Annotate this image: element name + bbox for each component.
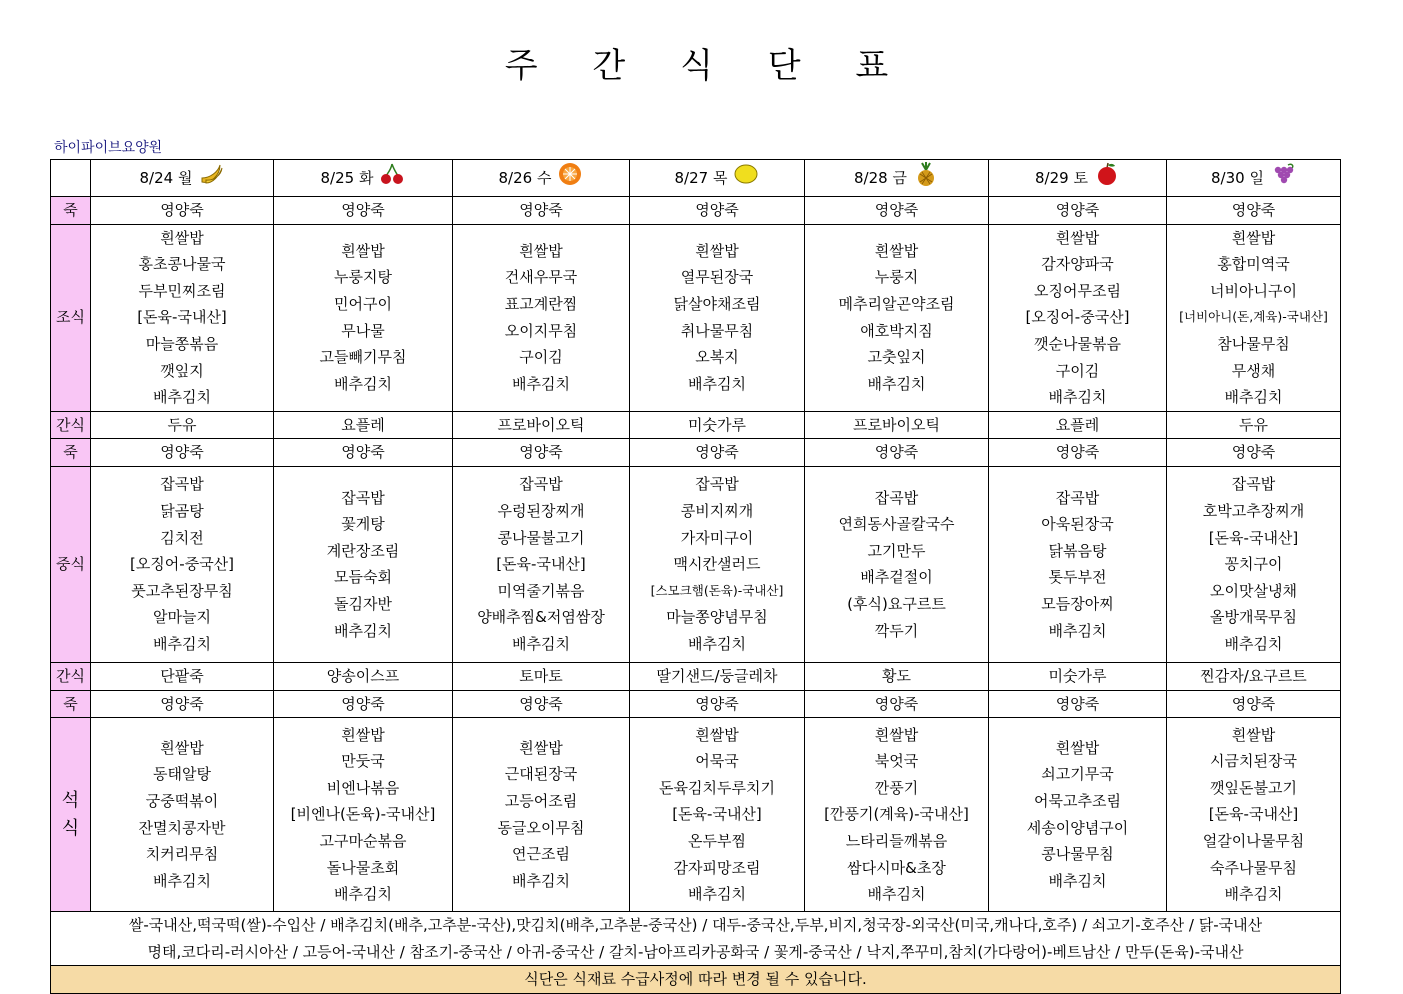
menu-cell: 영양죽 [1167,439,1341,467]
organization-name: 하이파이브요양원 [54,140,163,156]
dish: 흰쌀밥 [695,725,739,744]
dish: 오복지 [695,348,739,367]
dish: 참나물무침 [1217,334,1290,353]
day-label: 8/27 목 [674,168,728,187]
dish: 깍두기 [874,621,919,640]
day-header [91,160,274,197]
dish: 돈육김치두루치기 [659,778,775,797]
dish: 잡곡밥 [341,488,385,507]
dish: 연희동사골칼국수 [838,515,955,534]
dish: 잡곡밥 [1055,488,1100,507]
meal-cell [989,224,1167,411]
menu-cell: 요플레 [274,411,453,439]
dish-origin: [돈육-국내산] [672,805,762,824]
weekly-menu-table [50,159,1341,994]
dish: 어묵국 [695,752,739,771]
dish: 양배추찜&저염쌈장 [477,608,605,627]
dish: 고구마순볶음 [319,831,407,850]
dish-origin: [돈육-국내산] [1208,528,1299,547]
dish: 두부민찌조림 [138,281,226,300]
row-label-dinner [51,718,91,912]
meal-cell [805,466,989,662]
dish: 치커리무침 [145,845,219,864]
dish: 애호박지짐 [860,321,933,340]
banana-icon [198,162,224,195]
menu-cell: 영양죽 [630,197,805,225]
dish: 잡곡밥 [874,488,919,507]
menu-cell: 토마토 [453,662,630,690]
dish: 동태알탕 [153,765,211,784]
dish: 쌈다시마&초장 [847,858,946,877]
meal-cell [274,466,453,662]
day-header [1167,160,1341,197]
dish: 모듬장아찌 [1041,595,1114,614]
dish: 오이맛살냉채 [1210,581,1297,600]
dish: 배추김치 [867,885,926,904]
meal-cell [1167,224,1341,411]
dish: 감자피망조림 [673,858,761,877]
row-label-juk: 죽 [51,197,91,225]
grape-icon [1270,162,1296,195]
dish: (후식)요구르트 [847,595,946,614]
dish: 돌김자반 [334,595,392,614]
dish-origin: [돈육-국내산] [496,555,586,574]
menu-cell: 영양죽 [274,690,453,718]
meal-cell [805,224,989,411]
dish: 마늘쫑양념무침 [666,608,768,627]
dish: 무생채 [1231,361,1276,380]
row-label-breakfast: 조식 [51,224,91,411]
dish: 풋고추된장무침 [131,581,233,600]
dish: 오이지무침 [504,321,578,340]
dish: 닭볶음탕 [1048,541,1107,560]
dish: 배추김치 [512,871,570,890]
dish: 무나물 [341,321,385,340]
menu-cell: 영양죽 [630,690,805,718]
dish: 배추김치 [334,621,392,640]
dish-origin: [비엔나(돈육)-국내산] [290,805,436,824]
pineapple-icon [913,162,939,195]
menu-cell: 프로바이오틱 [453,411,630,439]
meal-cell [274,224,453,411]
row-label-dinner-2: 식 [61,817,80,839]
dish: 흰쌀밥 [695,241,739,260]
dish: 온두부찜 [688,831,746,850]
meal-cell [630,466,805,662]
meal-cell [91,718,274,912]
menu-cell: 영양죽 [91,439,274,467]
dish: 흰쌀밥 [341,725,385,744]
day-header-row [51,160,1341,197]
dish-origin: [깐풍기(계육)-국내산] [824,805,969,824]
meal-cell [989,718,1167,912]
dish: 우렁된장찌개 [497,501,585,520]
origin-row [51,912,1341,966]
dish: 고기만두 [867,541,926,560]
dish: 잡곡밥 [519,475,563,494]
dish: 동글오이무침 [497,818,585,837]
dish: 흰쌀밥 [519,241,563,260]
dish: 북엇국 [874,752,919,771]
dinner-juk-row [51,690,1341,718]
dish: 감자양파국 [1041,255,1114,274]
dish: 닭곰탕 [160,501,204,520]
menu-cell: 황도 [805,662,989,690]
dish: 콩비지찌개 [680,501,754,520]
menu-cell: 영양죽 [805,690,989,718]
meal-cell [91,466,274,662]
dish: 너비아니구이 [1210,281,1297,300]
dish: 배추겉절이 [860,568,933,587]
dish: 미역줄기볶음 [497,581,585,600]
dish: 홍초콩나물국 [138,255,226,274]
origin-line: 명태,코다리-러시아산 / 고등어-국내산 / 참조기-중국산 / 아귀-중국산 / 갈치-남아프리카공화국 / 꽃게-중국산 / 낙지,쭈꾸미,참치(가다랑어)-베트남산 / 만두(돈육)-국내산 [147,942,1244,961]
dish: 계란장조림 [326,541,400,560]
dish: 표고계란찜 [504,295,578,314]
day-header [453,160,630,197]
dish: 건새우무국 [504,268,578,287]
dish: 돌나물초회 [326,858,400,877]
dish: 배추김치 [1048,871,1107,890]
menu-cell: 찐감자/요구르트 [1167,662,1341,690]
dish: 배추김치 [334,374,392,393]
lemon-icon [733,162,759,195]
day-label: 8/26 수 [498,168,552,187]
dish: 취나물무침 [680,321,754,340]
dish: 배추김치 [1048,388,1107,407]
dish: 구이김 [1055,361,1100,380]
menu-cell: 양송이스프 [274,662,453,690]
dish: 모듬숙회 [334,568,392,587]
menu-cell: 영양죽 [453,439,630,467]
dish-origin: [오징어-중국산] [129,555,235,574]
meal-cell [805,718,989,912]
menu-cell: 영양죽 [989,690,1167,718]
dish: 만둣국 [341,752,385,771]
pm-snack-row [51,662,1341,690]
dish: 누룽지탕 [334,268,392,287]
dish: 세송이양념구이 [1026,818,1129,837]
menu-cell: 영양죽 [453,197,630,225]
am-snack-row [51,411,1341,439]
dish: 비엔나볶음 [326,778,400,797]
row-label-juk: 죽 [51,690,91,718]
menu-cell: 영양죽 [630,439,805,467]
day-header [274,160,453,197]
dish-origin: [너비아니(돈,계육)-국내산] [1179,309,1328,325]
meal-cell [630,224,805,411]
dish: 흰쌀밥 [1055,228,1100,247]
dish: 배추김치 [512,634,570,653]
page-title: 주 간 식 단 표 [504,46,911,86]
meal-cell [989,466,1167,662]
dish: 메추리알곤약조림 [838,295,955,314]
dish: 마늘쫑볶음 [145,334,219,353]
day-label: 8/30 일 [1211,168,1264,187]
row-label-lunch: 중식 [51,466,91,662]
dish: 배추김치 [1048,621,1107,640]
menu-cell: 영양죽 [989,197,1167,225]
dish: 올방개묵무침 [1210,608,1297,627]
meal-cell [1167,466,1341,662]
row-label-juk: 죽 [51,439,91,467]
dish: 구이김 [519,348,563,367]
dish: 배추김치 [512,374,570,393]
dish: 깻잎지 [160,361,204,380]
dish: 홍합미역국 [1217,255,1290,274]
menu-cell: 영양죽 [989,439,1167,467]
dish: 콩나물불고기 [497,528,585,547]
dish: 꽃게탕 [341,515,385,534]
dish: 배추김치 [1224,634,1283,653]
dish: 배추김치 [153,871,211,890]
cherry-icon [379,162,405,195]
dish: 배추김치 [1224,388,1283,407]
notice-text: 식단은 식재료 수급사정에 따라 변경 될 수 있습니다. [51,966,1341,994]
breakfast-row [51,224,1341,411]
dish: 김치전 [160,528,204,547]
dish: 흰쌀밥 [1231,725,1276,744]
row-label-dinner-1: 석 [61,789,80,811]
dish: 깻순나물볶음 [1034,334,1121,353]
day-label: 8/28 금 [854,168,907,187]
notice-row [51,966,1341,994]
dish: 누룽지 [874,268,919,287]
menu-cell: 영양죽 [1167,690,1341,718]
menu-cell: 영양죽 [453,690,630,718]
day-header [630,160,805,197]
row-label-snack: 간식 [51,411,91,439]
dish: 어묵고추조림 [1034,792,1121,811]
dish-origin: [오징어-중국산] [1025,308,1130,327]
dish: 호박고추장찌개 [1202,501,1305,520]
row-label-snack: 간식 [51,662,91,690]
meal-cell [274,718,453,912]
dish: 톳두부전 [1048,568,1107,587]
menu-cell: 요플레 [989,411,1167,439]
day-header [805,160,989,197]
dish: 맥시칸샐러드 [673,555,761,574]
lunch-juk-row [51,439,1341,467]
dish: 잔멸치콩자반 [138,818,226,837]
dish: 배추김치 [688,885,746,904]
menu-cell: 두유 [1167,411,1341,439]
dish: 쇠고기무국 [1041,765,1114,784]
corner-cell [51,160,91,197]
meal-cell [453,718,630,912]
dish: 배추김치 [153,634,211,653]
dish: 열무된장국 [680,268,754,287]
menu-cell: 단팥죽 [91,662,274,690]
menu-cell: 영양죽 [274,439,453,467]
menu-cell: 프로바이오틱 [805,411,989,439]
dish: 연근조림 [512,845,570,864]
dish: 흰쌀밥 [1055,738,1100,757]
meal-cell [91,224,274,411]
dish-origin: [돈육-국내산] [137,308,227,327]
dish: 배추김치 [334,885,392,904]
dish: 시금치된장국 [1210,752,1297,771]
dish: 꽁치구이 [1224,555,1283,574]
menu-cell: 미숫가루 [989,662,1167,690]
dish: 숙주나물무침 [1210,858,1297,877]
dish: 잡곡밥 [1231,475,1276,494]
dish: 오징어무조림 [1034,281,1121,300]
lunch-row [51,466,1341,662]
dish: 고들빼기무침 [319,348,407,367]
menu-cell: 영양죽 [805,197,989,225]
dish: 아욱된장국 [1041,515,1114,534]
dish: 민어구이 [334,295,392,314]
orange-icon [557,162,583,195]
dish: 알마늘지 [153,608,211,627]
origin-line: 쌀-국내산,떡국떡(쌀)-수입산 / 배추김치(배추,고추분-국산),맛김치(배추,고추분-중국산) / 대두-중국산,두부,비지,청국장-외국산(미국,캐나다,호주) / 쇠고기-호주산 / 닭-국내산 [128,916,1263,935]
dish: 흰쌀밥 [341,241,385,260]
menu-cell: 영양죽 [274,197,453,225]
meal-cell [453,466,630,662]
dish: 배추김치 [688,634,746,653]
menu-cell: 영양죽 [1167,197,1341,225]
dish: 배추김치 [153,388,211,407]
day-label: 8/25 화 [320,168,374,187]
origin-info [51,912,1341,966]
day-label: 8/24 월 [139,168,193,187]
dish: 근대된장국 [504,765,578,784]
dish: 얼갈이나물무침 [1202,831,1305,850]
dish: 고등어조림 [504,792,578,811]
apple-icon [1094,162,1120,195]
dish: 깐풍기 [874,778,919,797]
meal-cell [453,224,630,411]
breakfast-juk-row [51,197,1341,225]
menu-cell: 딸기샌드/둥글레차 [630,662,805,690]
dish: 흰쌀밥 [160,228,204,247]
menu-cell: 영양죽 [91,690,274,718]
dish: 흰쌀밥 [1231,228,1276,247]
dish-origin: [스모크햄(돈육)-국내산] [650,582,784,598]
menu-cell: 두유 [91,411,274,439]
dish: 흰쌀밥 [519,738,563,757]
dish: 배추김치 [867,374,926,393]
dish: 닭살야채조림 [673,295,761,314]
dish: 깻잎돈불고기 [1210,778,1297,797]
menu-cell: 미숫가루 [630,411,805,439]
dish: 느타리들깨볶음 [845,831,948,850]
dish: 흰쌀밥 [874,241,919,260]
dish: 콩나물무침 [1041,845,1114,864]
dish: 흰쌀밥 [160,738,204,757]
dinner-row [51,718,1341,912]
dish: 고춧잎지 [867,348,926,367]
dish: 궁중떡볶이 [145,792,219,811]
dish: 잡곡밥 [695,475,739,494]
dish-origin: [돈육-국내산] [1208,805,1299,824]
dish: 잡곡밥 [160,475,204,494]
dish: 흰쌀밥 [874,725,919,744]
dish: 배추김치 [1224,885,1283,904]
day-label: 8/29 토 [1035,168,1088,187]
menu-cell: 영양죽 [805,439,989,467]
menu-cell: 영양죽 [91,197,274,225]
day-header [989,160,1167,197]
dish: 배추김치 [688,374,746,393]
meal-cell [630,718,805,912]
meal-cell [1167,718,1341,912]
dish: 가자미구이 [680,528,754,547]
